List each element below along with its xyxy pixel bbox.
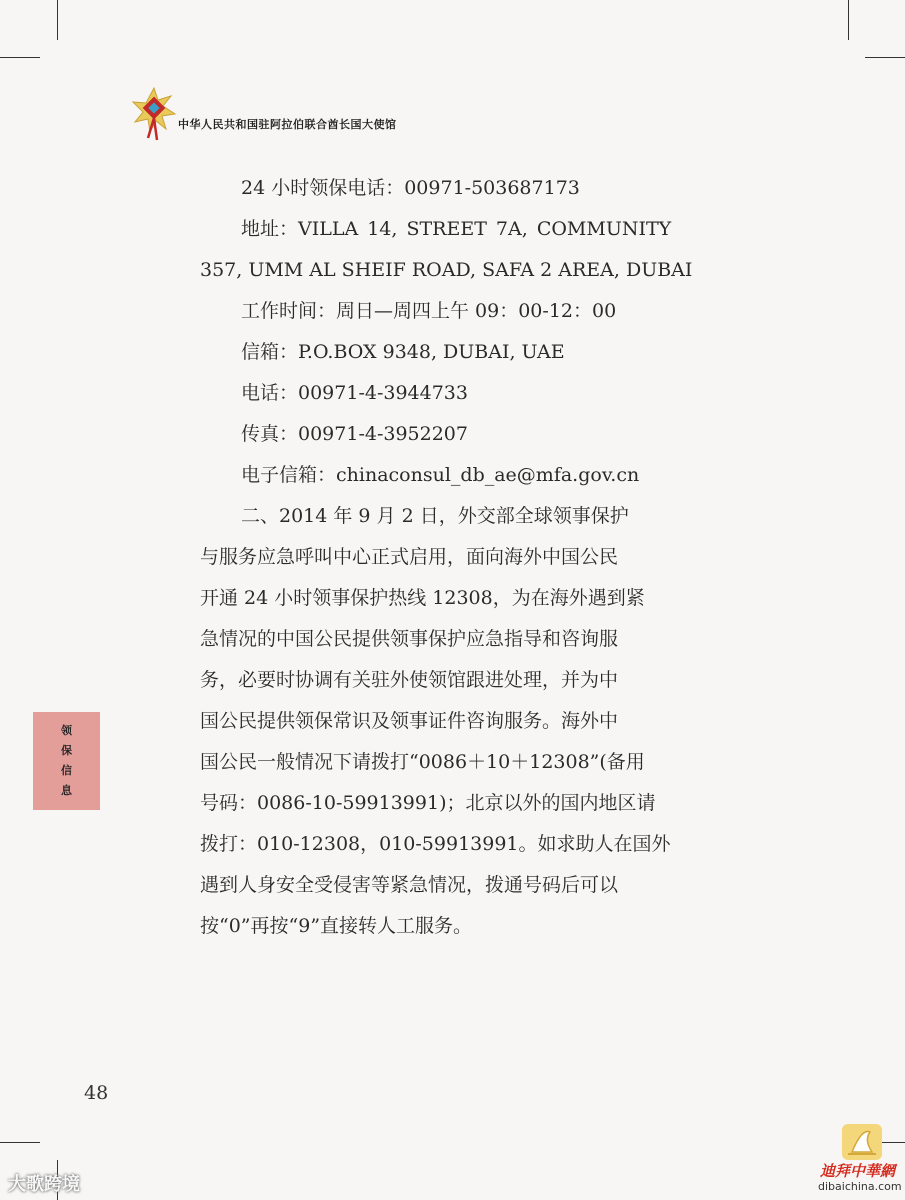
crop-mark [0, 57, 40, 58]
text-line: 地址：VILLA 14, STREET 7A, COMMUNITY [241, 218, 672, 240]
side-tab-char: 领 [61, 724, 72, 737]
text-line: 按“0”再按“9”直接转人工服务。 [200, 915, 473, 937]
text-line: 国公民一般情况下请拨打“0086＋10＋12308”(备用 [200, 751, 645, 773]
crop-mark [57, 0, 58, 40]
page-number: 48 [84, 1082, 109, 1104]
watermark-left-text: 大歌跨境 [8, 1174, 80, 1195]
text-line: 二、2014 年 9 月 2 日，外交部全球领事保护 [241, 505, 629, 527]
crop-mark [848, 0, 849, 40]
text-line: 357, UMM AL SHEIF ROAD, SAFA 2 AREA, DUBAI [200, 259, 693, 281]
text-line: 工作时间：周日—周四上午 09：00-12：00 [241, 300, 617, 322]
text-line: 号码：0086-10-59913991)；北京以外的国内地区请 [200, 792, 656, 814]
section-side-tab [33, 712, 100, 810]
text-line: 信箱：P.O.BOX 9348, DUBAI, UAE [241, 341, 565, 363]
text-line: 拨打：010-12308，010-59913991。如求助人在国外 [200, 833, 671, 855]
text-line: 国公民提供领保常识及领事证件咨询服务。海外中 [200, 710, 619, 732]
text-line: 传真：00971-4-3952207 [241, 423, 468, 445]
text-line: 急情况的中国公民提供领事保护应急指导和咨询服 [200, 628, 619, 650]
text-line: 电话：00971-4-3944733 [241, 382, 468, 404]
crop-mark [865, 57, 905, 58]
watermark-left [8, 1170, 80, 1196]
text-line: 开通 24 小时领事保护热线 12308，为在海外遇到紧 [200, 587, 645, 609]
side-tab-char: 息 [61, 784, 72, 797]
text-line: 遇到人身安全受侵害等紧急情况，拨通号码后可以 [200, 874, 619, 896]
chinese-knot-emblem-icon [128, 86, 180, 142]
text-line: 电子信箱：chinaconsul_db_ae@mfa.gov.cn [241, 464, 640, 486]
watermark-right-url: dibaichina.com [818, 1180, 902, 1193]
text-line: 24 小时领保电话：00971-503687173 [241, 177, 580, 199]
text-line: 与服务应急呼叫中心正式启用，面向海外中国公民 [200, 546, 619, 568]
page-body [200, 168, 693, 947]
text-line: 务，必要时协调有关驻外使领馆跟进处理，并为中 [200, 669, 619, 691]
crop-mark [0, 1142, 40, 1143]
side-tab-char: 保 [61, 744, 72, 757]
embassy-header-title: 中华人民共和国驻阿拉伯联合酋长国大使馆 [178, 118, 397, 131]
watermark-right-brand: 迪拜中華網 [820, 1162, 896, 1180]
side-tab-char: 信 [61, 764, 72, 777]
sail-logo-icon [840, 1122, 884, 1162]
